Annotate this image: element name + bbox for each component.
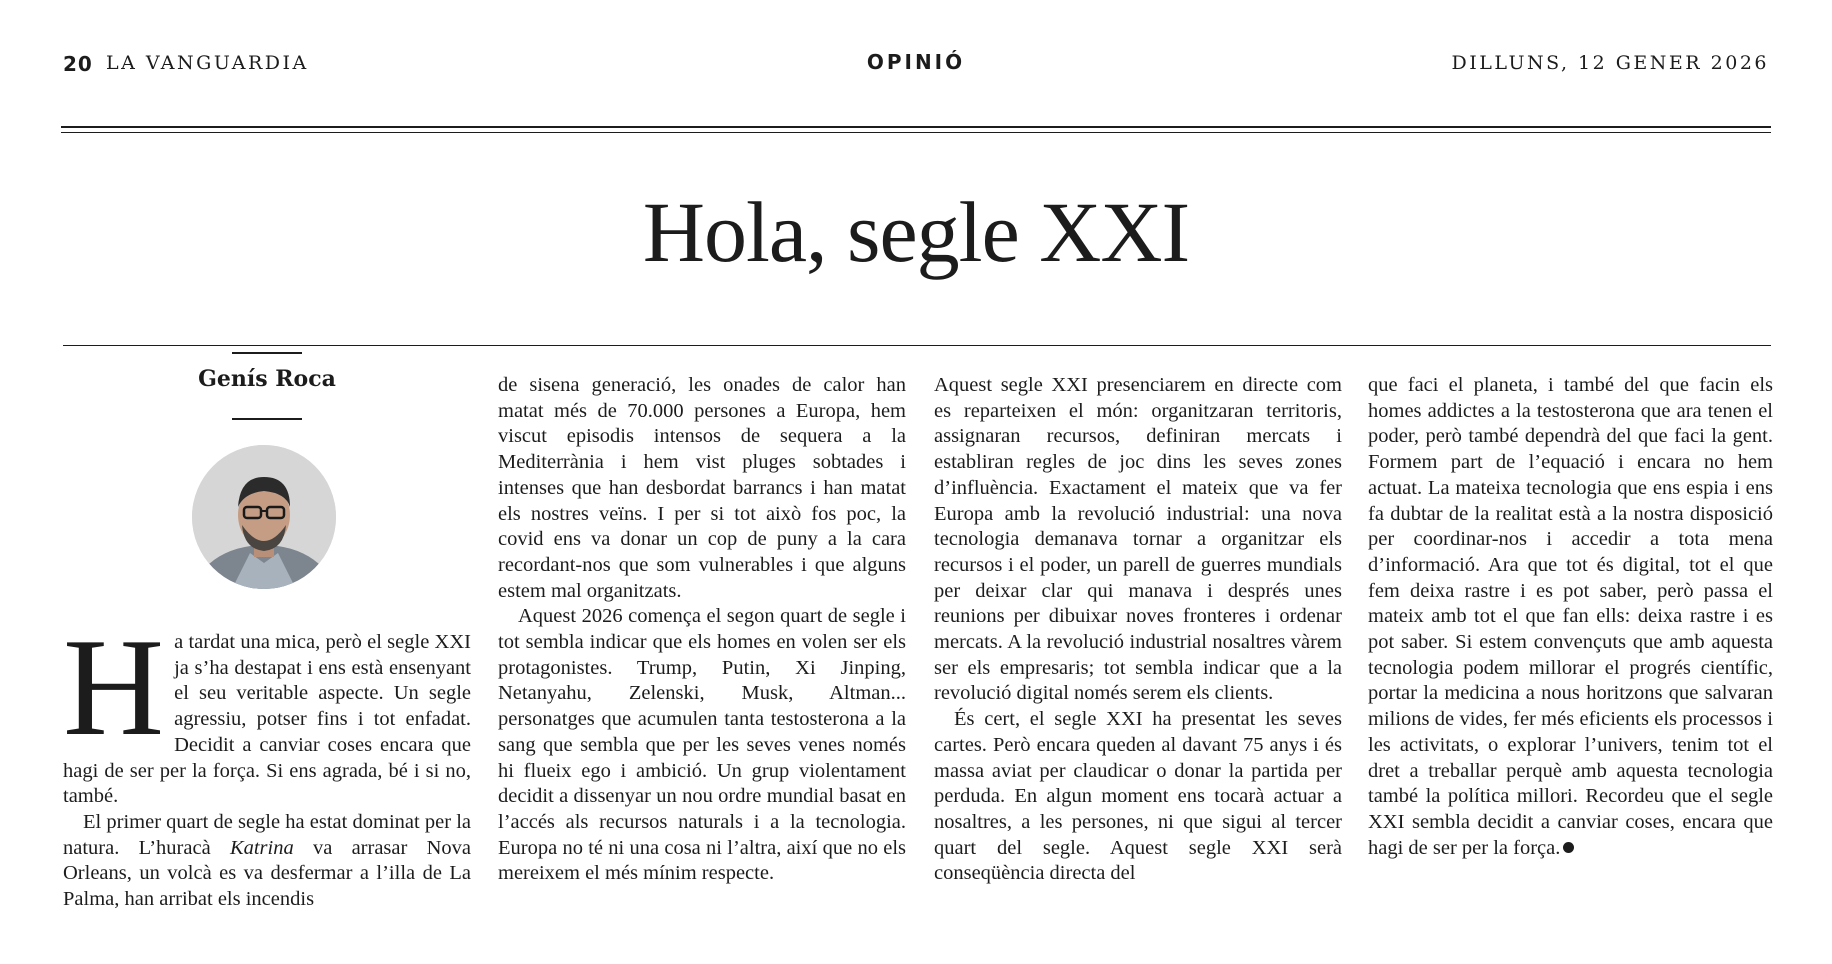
paragraph-text: El primer quart de segle ha estat dominat per la natura. L’huracà — [63, 810, 471, 859]
paragraph: de sisena generació, les onades de calor han matat més de 70.000 persones a Europa, hem viscut episodis intensos de sequera a la Mediterrània i hem vist pluges sobtades i intenses que han desbordat barrancs i han matat els nostres veïns. I per si tot això fos poc, la covid ens va donar un cop de puny a la cara recordant-nos que som vulnerables i que alguns estem mal organitzats. — [498, 374, 906, 602]
italic-name: Katrina — [229, 836, 294, 859]
paragraph: És cert, el segle XXI ha presentat les seves cartes. Però encara queden al davant 75 anys i és massa aviat per claudicar o donar la partida per perduda. En algun moment ens tocarà actuar a nosaltres, a les persones, ni que sigui al tercer quart del segle. Aquest segle XXI serà conseqüència directa del — [934, 708, 1342, 885]
paragraph-text: que faci el planeta, i també del que facin els homes addictes a la testosterona que ara tenen el poder, però també dependrà del que faci la gent. Formem part de l’equació i encara no hem actuat. La mateixa tecnologia que ens espia i ens fa dubtar de la realitat està a la nostra disposició per coordinar-nos i accedir a tota mena d’informació. Ara que tot és digital, tot el que fem deixa rastre i es pot saber, però passa el mateix amb tot el que fan ells: deixa rastre i es pot saber. Si estem convençuts que amb aquesta tecnologia podem millorar el progrés científic, portar la medicina a nous horitzons que salvaran milions de vides, fer més eficients els processos i les activitats, o explorar l’univers, tenim tot el dret a treballar perquè amb aquesta tecnologia també la política millori. Recordeu que el segle XXI sembla decidit a canviar coses, encara que hagi de ser per la força. — [1368, 374, 1773, 859]
end-mark-icon — [1563, 842, 1574, 853]
author-photo — [192, 445, 336, 589]
headline: Hola, segle XXI — [642, 184, 1190, 280]
paragraph — [63, 610, 471, 810]
column-3 — [934, 373, 1342, 887]
page-number: 20 — [63, 52, 93, 76]
byline-rule-top — [232, 352, 302, 354]
author-byline: Genís Roca — [198, 366, 336, 392]
column-2 — [498, 373, 906, 887]
paragraph: Aquest 2026 comença el segon quart de segle i tot sembla indicar que els homes en volen ser els protagonistes. Trump, Putin, Xi Jinping, Netanyahu, Zelenski, Musk, Altman... personatges que acumulen tanta testosterona a la sang que sembla que per les seves venes només hi flueix ego i ambició. Un grup violentament decidit a dissenyar un nou ordre mundial basat en l’accés als recursos naturals i a la tecnologia. Europa no té ni una cosa ni l’altra, així que no els mereixem el més mínim respecte. — [498, 605, 906, 885]
byline-rule-bottom — [232, 418, 302, 420]
top-rule — [61, 126, 1771, 128]
drop-cap: H — [63, 610, 165, 765]
section-label: OPINIÓ — [866, 50, 966, 74]
author-portrait-icon — [192, 445, 336, 589]
paragraph: Aquest segle XXI presenciarem en directe com es reparteixen el món: organitzaran territoris, assignaran recursos, definiran mercats i establiran regles de joc dins les seves zones d’influència. Exactament el mateix que va fer Europa amb la revolució industrial: una nova tecnologia demanava tornar a organitzar els recursos i el poder, un parell de guerres mundials per deixar clar qui manava i després unes reunions per dibuixar noves fronteres i ordenar mercats. A la revolució industrial nosaltres vàrem ser els empresaris; tot sembla indicar que a la revolució digital només serem els clients. — [934, 374, 1342, 705]
paragraph — [1368, 373, 1773, 861]
headline-rule — [63, 345, 1771, 346]
top-rule-thin — [61, 132, 1771, 133]
paper-name: LA VANGUARDIA — [106, 52, 309, 74]
paragraph-text: va arrasar Nova Orleans, un volcà es va desfermar a l’illa de La Palma, han arribat els incendis — [63, 836, 471, 911]
paragraph — [63, 810, 471, 913]
paragraph-text: a tardat una mica, però el segle XXI ja s’ha destapat i ens està ensenyant el seu veritable aspecte. Un segle agressiu, potser fins i tot enfadat. Decidit a canviar coses encara que hagi de ser per la força. Si ens agrada, bé i si no, també. — [63, 631, 471, 808]
dateline: DILLUNS, 12 GENER 2026 — [1451, 52, 1769, 74]
column-4 — [1368, 373, 1773, 861]
column-1 — [63, 610, 471, 913]
